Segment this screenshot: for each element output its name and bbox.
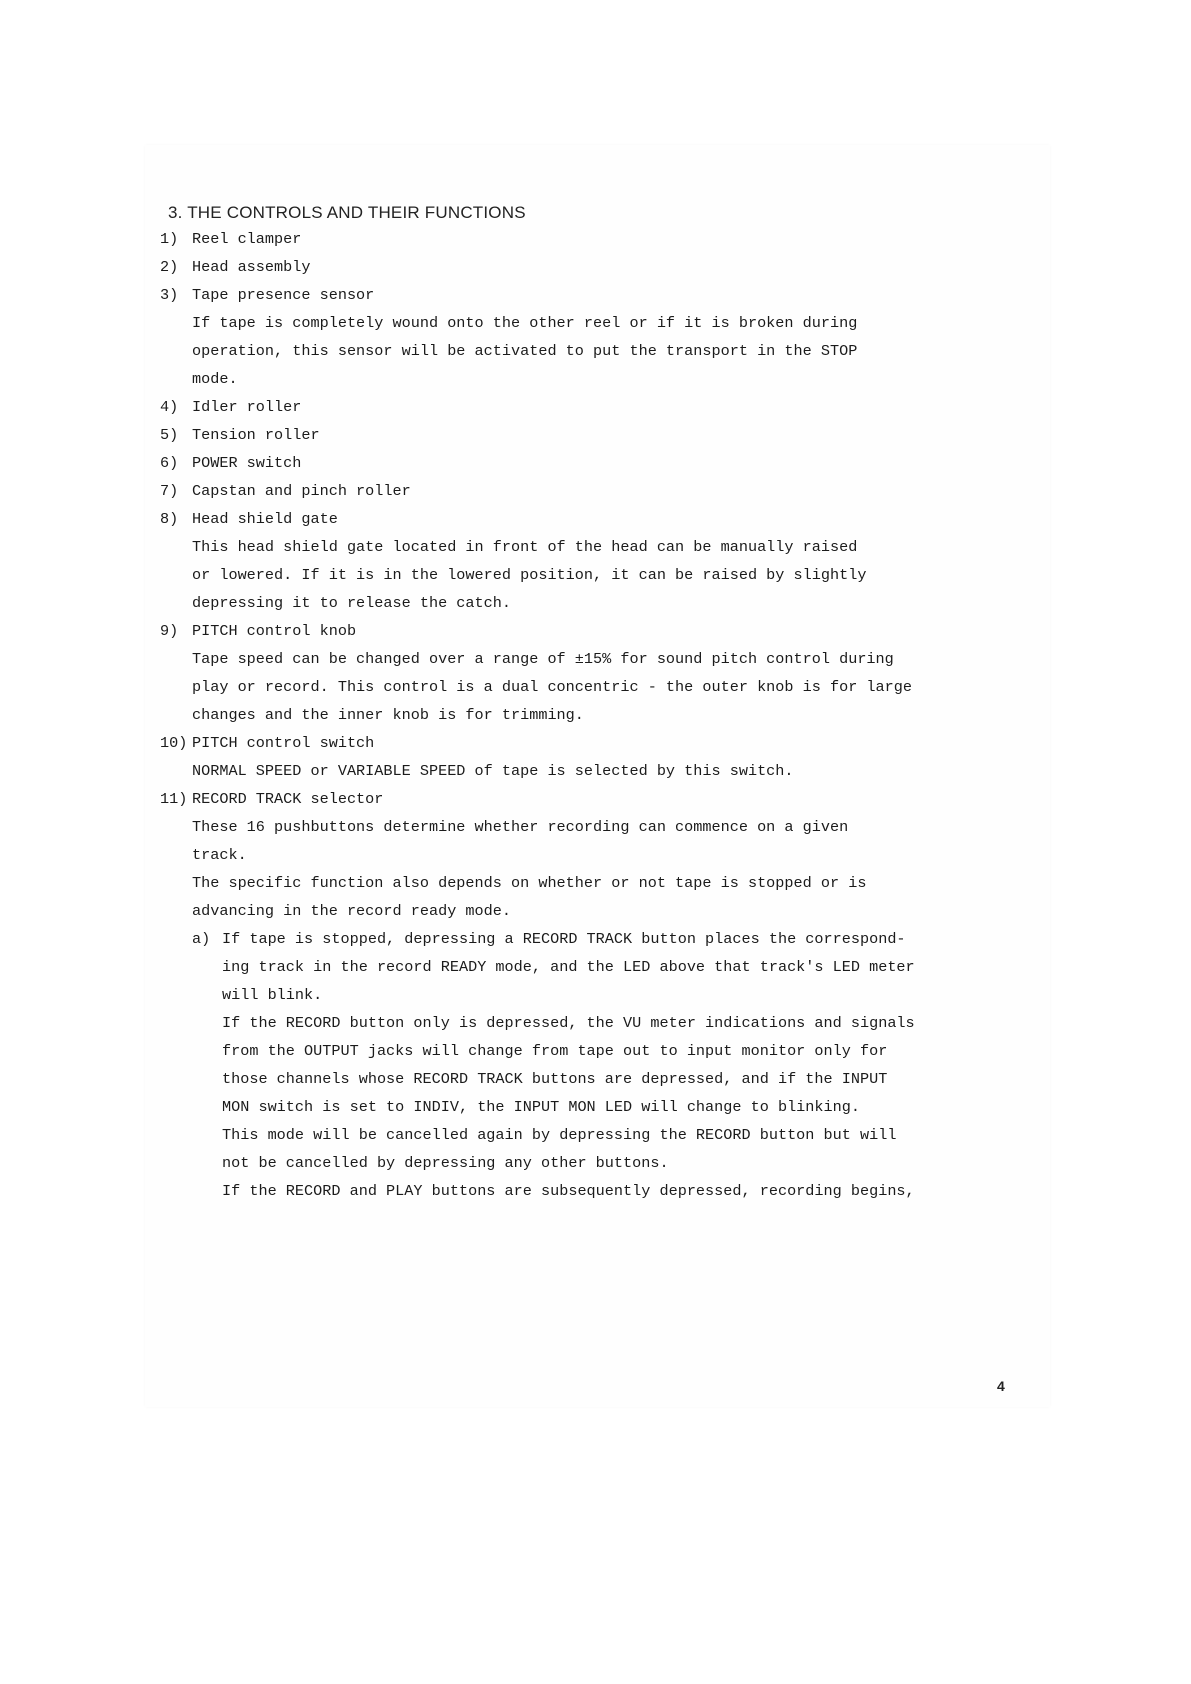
list-item: [160, 398, 301, 416]
list-item: [160, 734, 374, 752]
sub-item-text: will blink.: [222, 986, 323, 1004]
list-item: [160, 622, 356, 640]
item-description: If tape is completely wound onto the other reel or if it is broken during: [192, 314, 858, 332]
item-number: 4): [160, 398, 179, 416]
item-number: 7): [160, 482, 179, 500]
item-description: or lowered. If it is in the lowered position, it can be raised by slightly: [192, 566, 867, 584]
item-description: These 16 pushbuttons determine whether recording can commence on a given: [192, 818, 849, 836]
item-description: depressing it to release the catch.: [192, 594, 511, 612]
item-label: RECORD TRACK selector: [192, 790, 384, 808]
item-number: 10): [160, 734, 188, 752]
list-item: [160, 286, 374, 304]
item-number: 6): [160, 454, 179, 472]
sub-item-text: This mode will be cancelled again by depressing the RECORD button but will: [222, 1126, 897, 1144]
item-number: 2): [160, 258, 179, 276]
sub-item-text: ing track in the record READY mode, and the LED above that track's LED meter: [222, 958, 915, 976]
item-description: track.: [192, 846, 247, 864]
item-description: operation, this sensor will be activated to put the transport in the STOP: [192, 342, 858, 360]
item-label: Tension roller: [192, 426, 320, 444]
sub-item-text: from the OUTPUT jacks will change from tape out to input monitor only for: [222, 1042, 888, 1060]
item-description: The specific function also depends on whether or not tape is stopped or is: [192, 874, 867, 892]
item-label: Idler roller: [192, 398, 302, 416]
item-label: Reel clamper: [192, 230, 302, 248]
item-description: NORMAL SPEED or VARIABLE SPEED of tape is selected by this switch.: [192, 762, 794, 780]
item-description: play or record. This control is a dual concentric - the outer knob is for large: [192, 678, 913, 696]
item-number: 11): [160, 790, 188, 808]
item-description: Tape speed can be changed over a range of ±15% for sound pitch control during: [192, 650, 894, 668]
item-description: mode.: [192, 370, 238, 388]
item-number: 5): [160, 426, 179, 444]
sub-item-text: MON switch is set to INDIV, the INPUT MON LED will change to blinking.: [222, 1098, 860, 1116]
item-description: changes and the inner knob is for trimming.: [192, 706, 584, 724]
item-label: Head assembly: [192, 258, 311, 276]
sub-item-text: If the RECORD button only is depressed, the VU meter indications and signals: [222, 1014, 915, 1032]
item-label: Tape presence sensor: [192, 286, 375, 304]
item-label: POWER switch: [192, 454, 302, 472]
list-item: [160, 230, 301, 248]
page-number: 4: [997, 1378, 1005, 1394]
item-description: This head shield gate located in front of the head can be manually raised: [192, 538, 858, 556]
list-item: [160, 790, 383, 808]
sub-item-text: If tape is stopped, depressing a RECORD TRACK button places the correspond-: [222, 930, 906, 948]
item-number: 8): [160, 510, 179, 528]
sub-item-text: those channels whose RECORD TRACK buttons are depressed, and if the INPUT: [222, 1070, 888, 1088]
list-item: [160, 510, 338, 528]
item-description: advancing in the record ready mode.: [192, 902, 511, 920]
item-label: Capstan and pinch roller: [192, 482, 411, 500]
list-item: [160, 482, 411, 500]
item-number: 1): [160, 230, 179, 248]
item-label: PITCH control knob: [192, 622, 357, 640]
item-number: 3): [160, 286, 179, 304]
list-item: [160, 454, 301, 472]
item-number: 9): [160, 622, 179, 640]
sub-item-text: not be cancelled by depressing any other buttons.: [222, 1154, 669, 1172]
list-item: [160, 426, 320, 444]
item-label: PITCH control switch: [192, 734, 375, 752]
item-label: Head shield gate: [192, 510, 338, 528]
list-item: [160, 258, 310, 276]
sub-item-label: a): [192, 930, 211, 948]
section-heading: 3. THE CONTROLS AND THEIR FUNCTIONS: [168, 203, 526, 222]
sub-item-text: If the RECORD and PLAY buttons are subsequently depressed, recording begins,: [222, 1182, 915, 1200]
